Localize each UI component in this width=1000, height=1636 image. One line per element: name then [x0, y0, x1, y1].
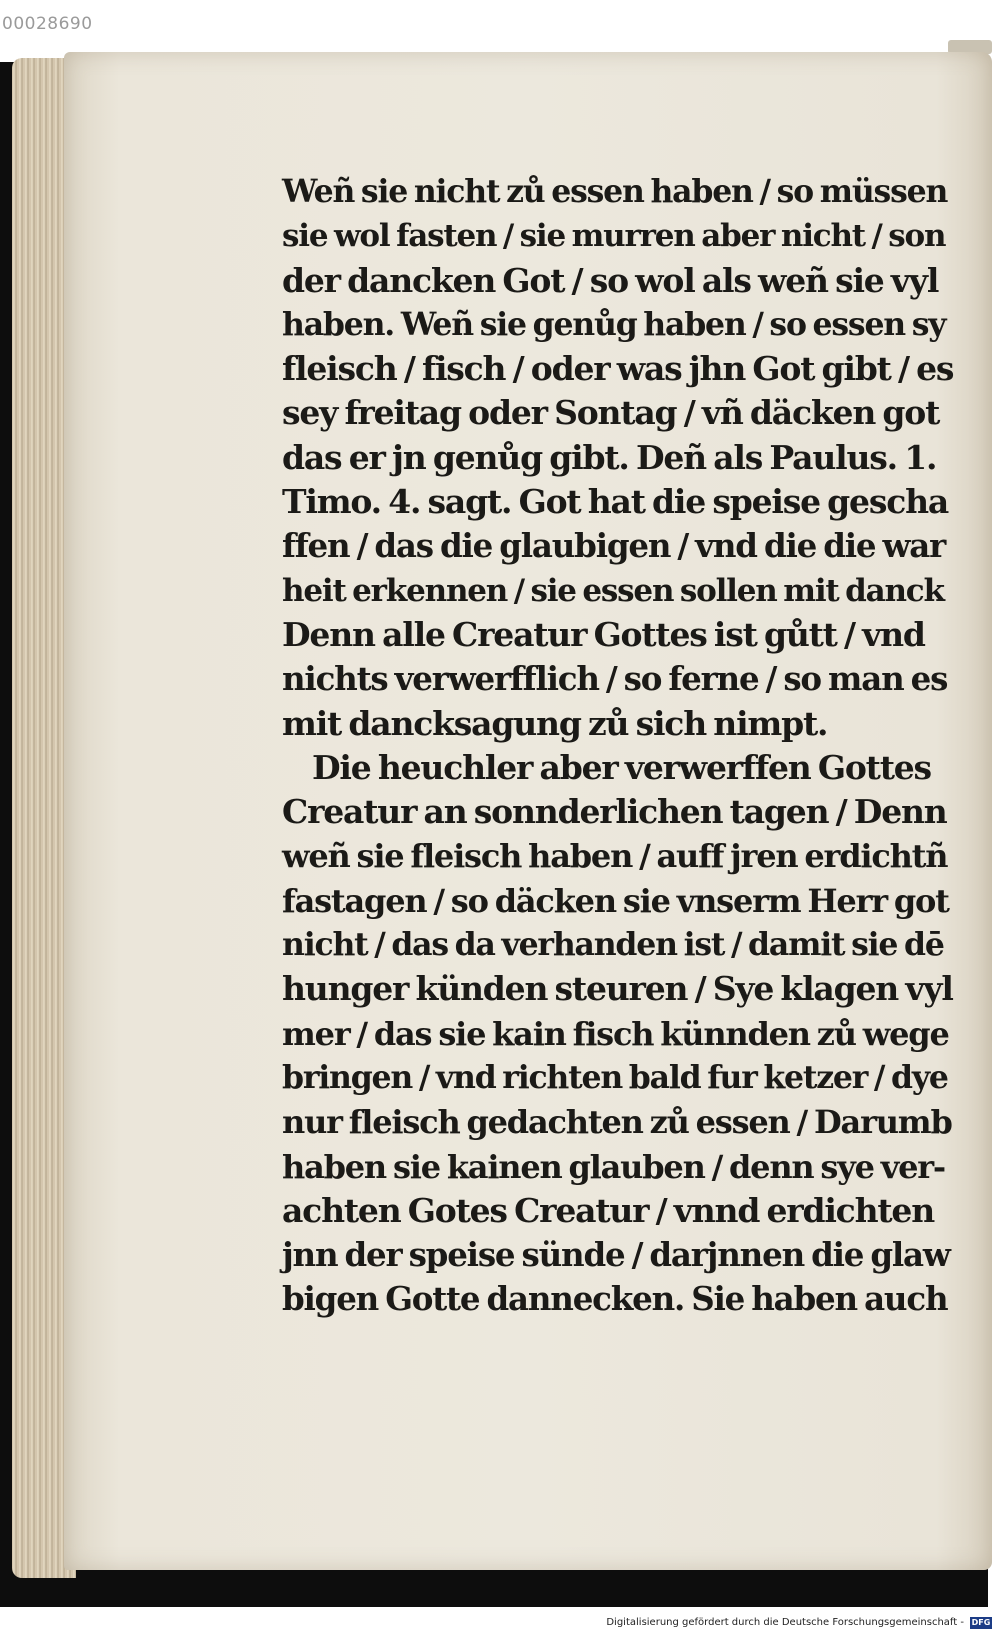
text-line: Die heuchler aber verwerffen Gottes [312, 747, 931, 787]
scan-id: 00028690 [2, 14, 93, 34]
text-line: weñ sie fleisch haben / auff jren erdichtñ [282, 837, 948, 876]
text-line: fastagen / so däcken sie vnserm Herr got [282, 881, 949, 920]
dfg-logo: DFG [971, 1618, 991, 1627]
text-line: jnn der speise sünde / darjnnen die glaw [282, 1235, 950, 1275]
text-line: nicht / das da verhanden ist / damit sie dē [282, 926, 944, 964]
text-line: haben sie kainen glauben / denn sye ver- [282, 1147, 946, 1186]
text-line: Timo. 4. sagt. Got hat die speise gescha [282, 482, 949, 522]
text-line: heit erkennen / sie essen sollen mit danck [282, 572, 944, 609]
text-line: nur fleisch gedachten zů essen / Darumb [282, 1103, 952, 1142]
text-line: Denn alle Creatur Gottes ist gůtt / vnd [282, 614, 925, 654]
text-line: der dancken Got / so wol als weñ sie vyl [282, 260, 939, 300]
text-line: bringen / vnd richten bald fur ketzer / dye [282, 1058, 948, 1096]
text-line: hunger künden steuren / Sye klagen vyl [282, 969, 953, 1009]
text-line: fleisch / fisch / oder was jhn Got gibt / es [282, 349, 954, 389]
text-line: ffen / das die glaubigen / vnd die die war [282, 526, 946, 566]
text-line: achten Gotes Creatur / vnnd erdichten [282, 1190, 935, 1230]
text-line: sie wol fasten / sie murren aber nicht / son [282, 218, 946, 255]
text-line: nichts verwerfflich / so ferne / so man es [282, 659, 948, 699]
text-line: mer / das sie kain fisch künnden zů wege [282, 1014, 949, 1053]
page-text [282, 170, 954, 1322]
text-line: sey freitag oder Sontag / vñ däcken got [282, 393, 940, 433]
text-line: mit dancksagung zů sich nimpt. [282, 703, 828, 743]
footer-credit: Digitalisierung gefördert durch die Deutsche Forschungsgemeinschaft - [606, 1617, 964, 1628]
text-line: haben. Weñ sie genůg haben / so essen sy [282, 305, 946, 343]
text-line: Weñ sie nicht zů essen haben / so müssen [282, 173, 948, 210]
text-line: bigen Gotte dannecken. Sie haben auch [282, 1279, 948, 1319]
text-line: das er jn genůg gibt. Deñ als Paulus. 1. [282, 437, 937, 477]
text-line: Creatur an sonnderlichen tagen / Denn [282, 792, 947, 832]
